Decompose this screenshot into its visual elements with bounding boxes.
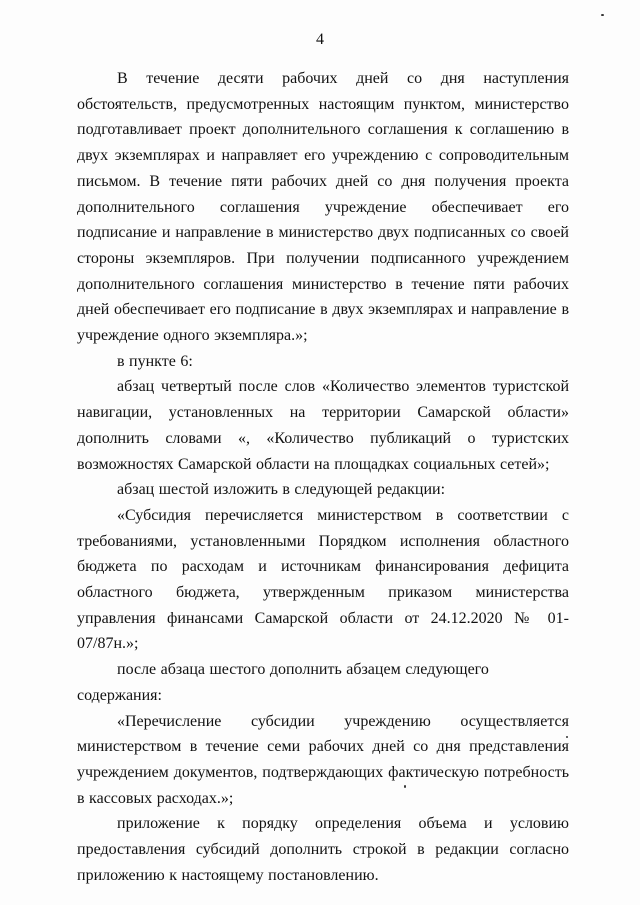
paragraph-appendix-amendment: приложение к порядку определения объема и условию предоставления субсидий дополнить строкой в редакции согласно приложению к настоящему постановлению. (77, 815, 569, 884)
scan-speck (601, 14, 604, 16)
paragraph-transfer-timing: «Перечисление субсидии учреждению осуществляется министерством в течение семи рабочих дней со дня представления учреждением документов, подтверждающих фактическую потребность в кассовых расходах.»; (77, 712, 569, 807)
paragraph-after-abzac-6-intro: после абзаца шестого дополнить абзацем следующего содержания: (77, 661, 489, 704)
page-number: 4 (316, 31, 324, 48)
document-body (77, 66, 569, 889)
scan-speck (566, 736, 568, 738)
paragraph-subsidy-transfer: «Субсидия перечисляется министерством в соответствии с требованиями, установленными Порядком исполнения областного бюджета по расходам и источникам финансирования дефицита областного бюджета, утвержденным приказом министерства управления финансами Самарской области от 24.12.2020 № 01-07/87н.»; (77, 506, 569, 653)
paragraph-abzac-6-intro: абзац шестой изложить в следующей редакции: (117, 481, 446, 499)
paragraph-agreement-procedure: В течение десяти рабочих дней со дня наступления обстоятельств, предусмотренных настоящим пунктом, министерство подготавливает проект дополнительного соглашения к соглашению в двух экземплярах и направляет его учреждению с сопроводительным письмом. В течение пяти рабочих дней со дня получения проекта дополнительного соглашения учреждение обеспечивает его подписание и направление в министерство двух подписанных со своей стороны экземпляров. При получении подписанного учреждением дополнительного соглашения министерство в течение пяти рабочих дней обеспечивает его подписание в двух экземплярах и направление в учреждение одного экземпляра.»; (77, 70, 569, 345)
scan-speck (404, 785, 406, 788)
paragraph-clause-6-intro: в пункте 6: (117, 352, 193, 370)
paragraph-abzac-4-amendment: абзац четвертый после слов «Количество элементов туристской навигации, установленных на территории Самарской области» дополнить словами «, «Количество публикаций о туристских возможностях Самарской области на площадках социальных сетей»; (77, 378, 569, 473)
